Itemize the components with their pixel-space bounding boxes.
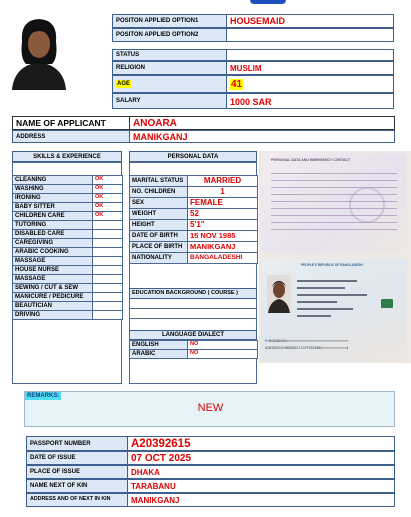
passport-number-label: PASSPORT NUMBER: [26, 436, 128, 451]
table-row: [13, 239, 123, 248]
remarks-value: NEW: [197, 402, 224, 414]
passport-country: PEOPLE'S REPUBLIC OF BANGLADESH: [301, 263, 363, 267]
skill-name: DISABLED CARE: [13, 230, 93, 239]
passport-watermark: [349, 187, 385, 223]
skill-status: OK: [93, 203, 123, 212]
remarks-label: REMARKS:: [27, 393, 60, 399]
skill-status: [93, 302, 123, 311]
passport-mrz-line2: A20392615<6BGD8511157F3510064<<<<<<<<<<<<4: [265, 346, 349, 350]
table-row: [130, 187, 258, 198]
passport-photo: [267, 275, 291, 313]
language-level: NO: [188, 350, 258, 359]
personal-value: MANIKGANJ: [188, 242, 258, 253]
table-row: [130, 176, 258, 187]
table-row: [13, 311, 123, 320]
skill-name: BEAUTICIAN: [13, 302, 93, 311]
personal-value: 52: [188, 209, 258, 220]
table-row: [13, 212, 123, 221]
skill-name: MANICURE / PEDICURE: [13, 293, 93, 302]
personal-data-title: PERSONAL DATA: [129, 151, 257, 162]
personal-value: 5'1": [188, 220, 258, 231]
skill-name: MASSAGE: [13, 275, 93, 284]
skill-status: OK: [93, 212, 123, 221]
table-row: [13, 230, 123, 239]
position-option2-value: [226, 28, 394, 42]
address-label: ADDRESS: [12, 130, 130, 143]
table-row: [130, 253, 258, 264]
personal-label: HEIGHT: [130, 220, 188, 231]
skill-status: [93, 248, 123, 257]
skill-status: OK: [93, 185, 123, 194]
passport-details: [26, 436, 397, 509]
skill-status: OK: [93, 194, 123, 203]
skill-name: SEWING / CUT & SEW: [13, 284, 93, 293]
passport-photo-figure: [267, 275, 291, 313]
skills-table: [12, 175, 123, 320]
skill-status: [93, 257, 123, 266]
personal-label: MARITAL STATUS: [130, 176, 188, 187]
skill-name: CAREGIVING: [13, 239, 93, 248]
table-row: [13, 302, 123, 311]
skill-name: WASHING: [13, 185, 93, 194]
personal-label: NO. CHILDREN: [130, 187, 188, 198]
skill-name: DRIVING: [13, 311, 93, 320]
personal-label: NATIONALITY: [130, 253, 188, 264]
next-of-kin-address-value: MANIKGANJ: [127, 493, 395, 507]
passport-photo-page: [261, 259, 407, 361]
skill-status: [93, 239, 123, 248]
passport-mrz-line1: P<BGDANOARA<<<<<<<<<<<<<<<<<<<<<<<<<<<<<<<: [265, 339, 349, 343]
personal-data-table: [129, 175, 258, 264]
table-row: [13, 266, 123, 275]
table-row: [130, 231, 258, 242]
religion-label: RELIGION: [112, 61, 227, 75]
table-row: [13, 221, 123, 230]
status-label: STATUS: [112, 49, 227, 61]
education-title: EDUCATION BACKGROUND ( COURSE ): [129, 288, 257, 299]
table-row: [13, 248, 123, 257]
table-row: [13, 275, 123, 284]
language-table: [129, 340, 258, 359]
next-of-kin-label: NAME NEXT OF KIN: [26, 479, 128, 493]
personal-label: SEX: [130, 198, 188, 209]
personal-value: 1: [188, 187, 258, 198]
language-title: LANGUAGE DIALECT: [129, 330, 257, 340]
age-label: AGE: [112, 75, 227, 93]
table-row: [13, 284, 123, 293]
passport-data-header: PERSONAL DATA AND EMERGENCY CONTACT: [271, 158, 351, 162]
table-row: [130, 242, 258, 253]
next-of-kin-address-label: ADDRESS AND OF NEXT IN KIN: [26, 493, 128, 507]
religion-value: MUSLIM: [226, 61, 394, 75]
skill-name: IRONING: [13, 194, 93, 203]
table-row: [130, 341, 258, 350]
logo-mark: [250, 0, 286, 4]
personal-label: DATE OF BIRTH: [130, 231, 188, 242]
passport-chip: [381, 299, 393, 308]
table-row: [130, 198, 258, 209]
position-option1-label: POSITON APPLIED OPTION1: [112, 14, 227, 28]
address-value: MANIKGANJ: [129, 130, 395, 143]
personal-value: 15 NOV 1985: [188, 231, 258, 242]
personal-value: BANGALADESHI: [188, 253, 258, 264]
applicant-photo-figure: [8, 14, 70, 90]
position-option2-label: POSITON APPLIED OPTION2: [112, 28, 227, 42]
passport-data-page: [261, 153, 407, 253]
skill-name: ARABIC COOKING: [13, 248, 93, 257]
applicant-photo: [8, 14, 70, 90]
skill-status: OK: [93, 176, 123, 185]
place-of-issue-value: DHAKA: [127, 465, 395, 479]
skill-name: TUTORING: [13, 221, 93, 230]
personal-value: FEMALE: [188, 198, 258, 209]
table-row: [130, 209, 258, 220]
skill-name: CLEANING: [13, 176, 93, 185]
table-row: [13, 194, 123, 203]
skill-status: [93, 284, 123, 293]
table-row: [130, 220, 258, 231]
date-of-issue-value: 07 OCT 2025: [127, 451, 395, 465]
status-value: [226, 49, 394, 61]
table-row: [13, 293, 123, 302]
skill-status: [93, 266, 123, 275]
table-row: [13, 176, 123, 185]
place-of-issue-label: PLACE OF ISSUE: [26, 465, 128, 479]
skill-status: [93, 311, 123, 320]
skill-name: BABY SITTER: [13, 203, 93, 212]
table-row: [130, 350, 258, 359]
skill-status: [93, 230, 123, 239]
passport-number-value: A20392615: [127, 436, 395, 451]
name-value: ANOARA: [129, 116, 395, 130]
table-row: [13, 257, 123, 266]
personal-label: PLACE OF BIRTH: [130, 242, 188, 253]
language-level: NO: [188, 341, 258, 350]
personal-value: MARRIED: [188, 176, 258, 187]
skill-status: [93, 221, 123, 230]
skill-name: CHILDREN CARE: [13, 212, 93, 221]
skill-status: [93, 293, 123, 302]
skill-name: MASSAGE: [13, 257, 93, 266]
remarks-box: [24, 391, 395, 427]
language-name: ENGLISH: [130, 341, 188, 350]
skill-name: HOUSE NURSE: [13, 266, 93, 275]
age-value: 41: [226, 75, 394, 93]
table-row: [13, 203, 123, 212]
next-of-kin-value: TARABANU: [127, 479, 395, 493]
education-lines: [129, 299, 257, 330]
salary-value: 1000 SAR: [226, 93, 394, 109]
salary-label: SALARY: [112, 93, 227, 109]
language-name: ARABIC: [130, 350, 188, 359]
name-label: NAME OF APPLICANT: [12, 116, 130, 130]
table-row: [13, 185, 123, 194]
passport-scan: [259, 151, 411, 363]
personal-label: WEIGHT: [130, 209, 188, 220]
skills-title: SKILLS & EXPERIENCE: [12, 151, 122, 162]
date-of-issue-label: DATE OF ISSUE: [26, 451, 128, 465]
position-option1-value: HOUSEMAID: [226, 14, 394, 28]
skill-status: [93, 275, 123, 284]
